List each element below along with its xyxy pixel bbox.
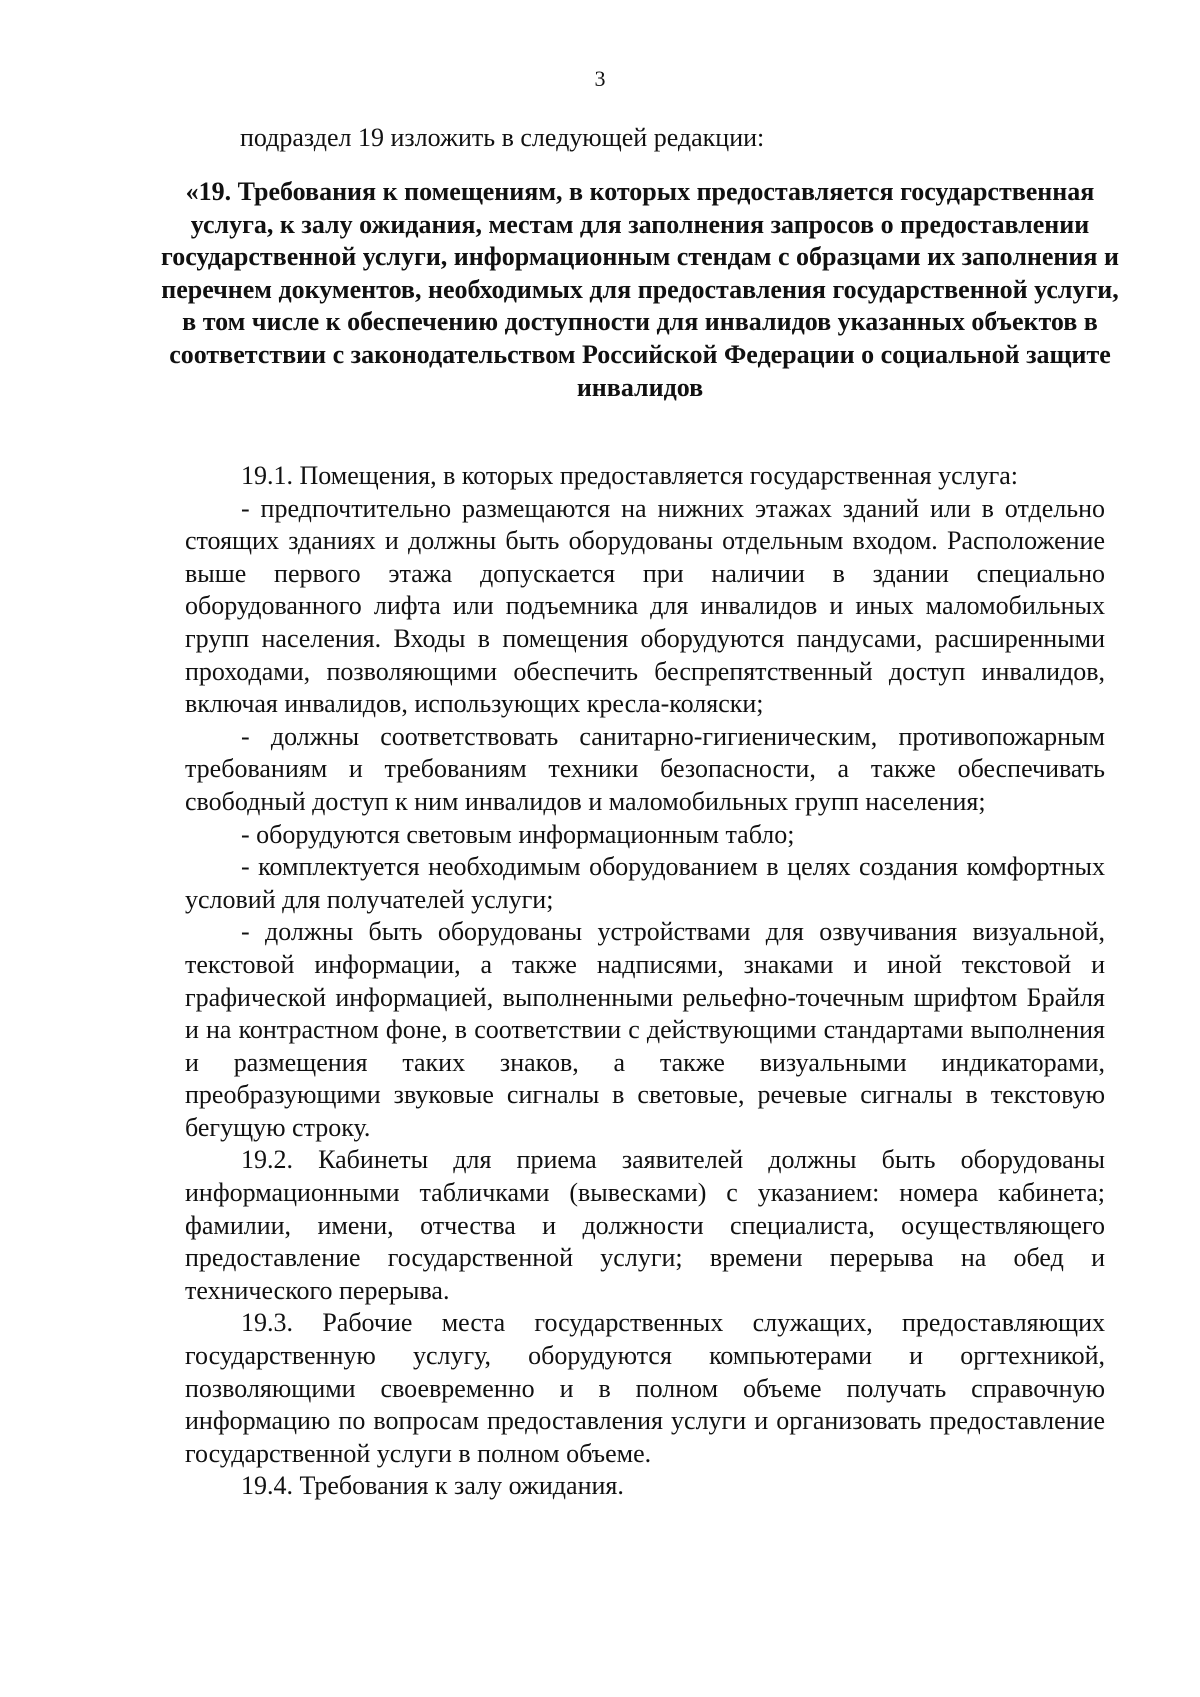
paragraph-19-2: 19.2. Кабинеты для приема заявителей должны быть оборудованы информационными табличками (вывесками) с указанием: номера кабинета; фамилии, имени, отчества и должности специалиста, осуществляющего предоставление государственной услуги; времени перерыва на обед и технического перерыва. bbox=[185, 1145, 1105, 1305]
paragraph-accessibility-devices: - должны быть оборудованы устройствами для озвучивания визуальной, текстовой информации, а также надписями, знаками и иной текстовой и графической информацией, выполненными рельефно-точечным шрифтом Брайля и на контрастном фоне, в соответствии с действующими стандартами выполнения и размещения таких знаков, а также визуальными индикаторами, преобразующими звуковые сигналы в световые, речевые сигналы в текстовую бегущую строку. bbox=[185, 917, 1105, 1142]
intro-line: подраздел 19 изложить в следующей редакции: bbox=[240, 123, 765, 152]
paragraph-19-4: 19.4. Требования к залу ожидания. bbox=[241, 1471, 624, 1501]
section-heading: «19. Требования к помещениям, в которых предоставляется государственная услуга, к залу ожидания, местам для заполнения запросов о предоставлении государственной услуги, информационным стендам с образцами их заполнения и перечнем документов, необходимых для предоставления государственной услуги, в том числе к обеспечению доступности для инвалидов указанных объектов в соответствии с законодательством Российской Федерации о социальной защите инвалидов bbox=[161, 177, 1119, 402]
paragraph-19-1: 19.1. Помещения, в которых предоставляется государственная услуга: bbox=[241, 461, 1019, 490]
paragraph-equipment: - комплектуется необходимым оборудованием в целях создания комфортных условий для получателей услуги; bbox=[185, 852, 1105, 914]
paragraph-19-3: 19.3. Рабочие места государственных служащих, предоставляющих государственную услугу, оборудуются компьютерами и оргтехникой, позволяющими своевременно и в полном объеме получать справочную информацию по вопросам предоставления услуги и организовать предоставление государственной услуги в полном объеме. bbox=[185, 1308, 1105, 1468]
paragraph-info-board: - оборудуются световым информационным табло; bbox=[241, 819, 795, 849]
page-number: 3 bbox=[594, 66, 606, 91]
body-text bbox=[185, 460, 1105, 1503]
paragraph-location: - предпочтительно размещаются на нижних этажах зданий или в отдельно стоящих зданиях и должны быть оборудованы отдельным входом. Расположение выше первого этажа допускается при наличии в здании специально оборудованного лифта или подъемника для инвалидов и иных маломобильных групп населения. Входы в помещения оборудуются пандусами, расширенными проходами, позволяющими обеспечить беспрепятственный доступ инвалидов, включая инвалидов, использующих кресла-коляски; bbox=[185, 493, 1105, 719]
paragraph-sanitary: - должны соответствовать санитарно-гигиеническим, противопожарным требованиям и требованиям техники безопасности, а также обеспечивать свободный доступ к ним инвалидов и маломобильных групп населения; bbox=[185, 721, 1105, 816]
